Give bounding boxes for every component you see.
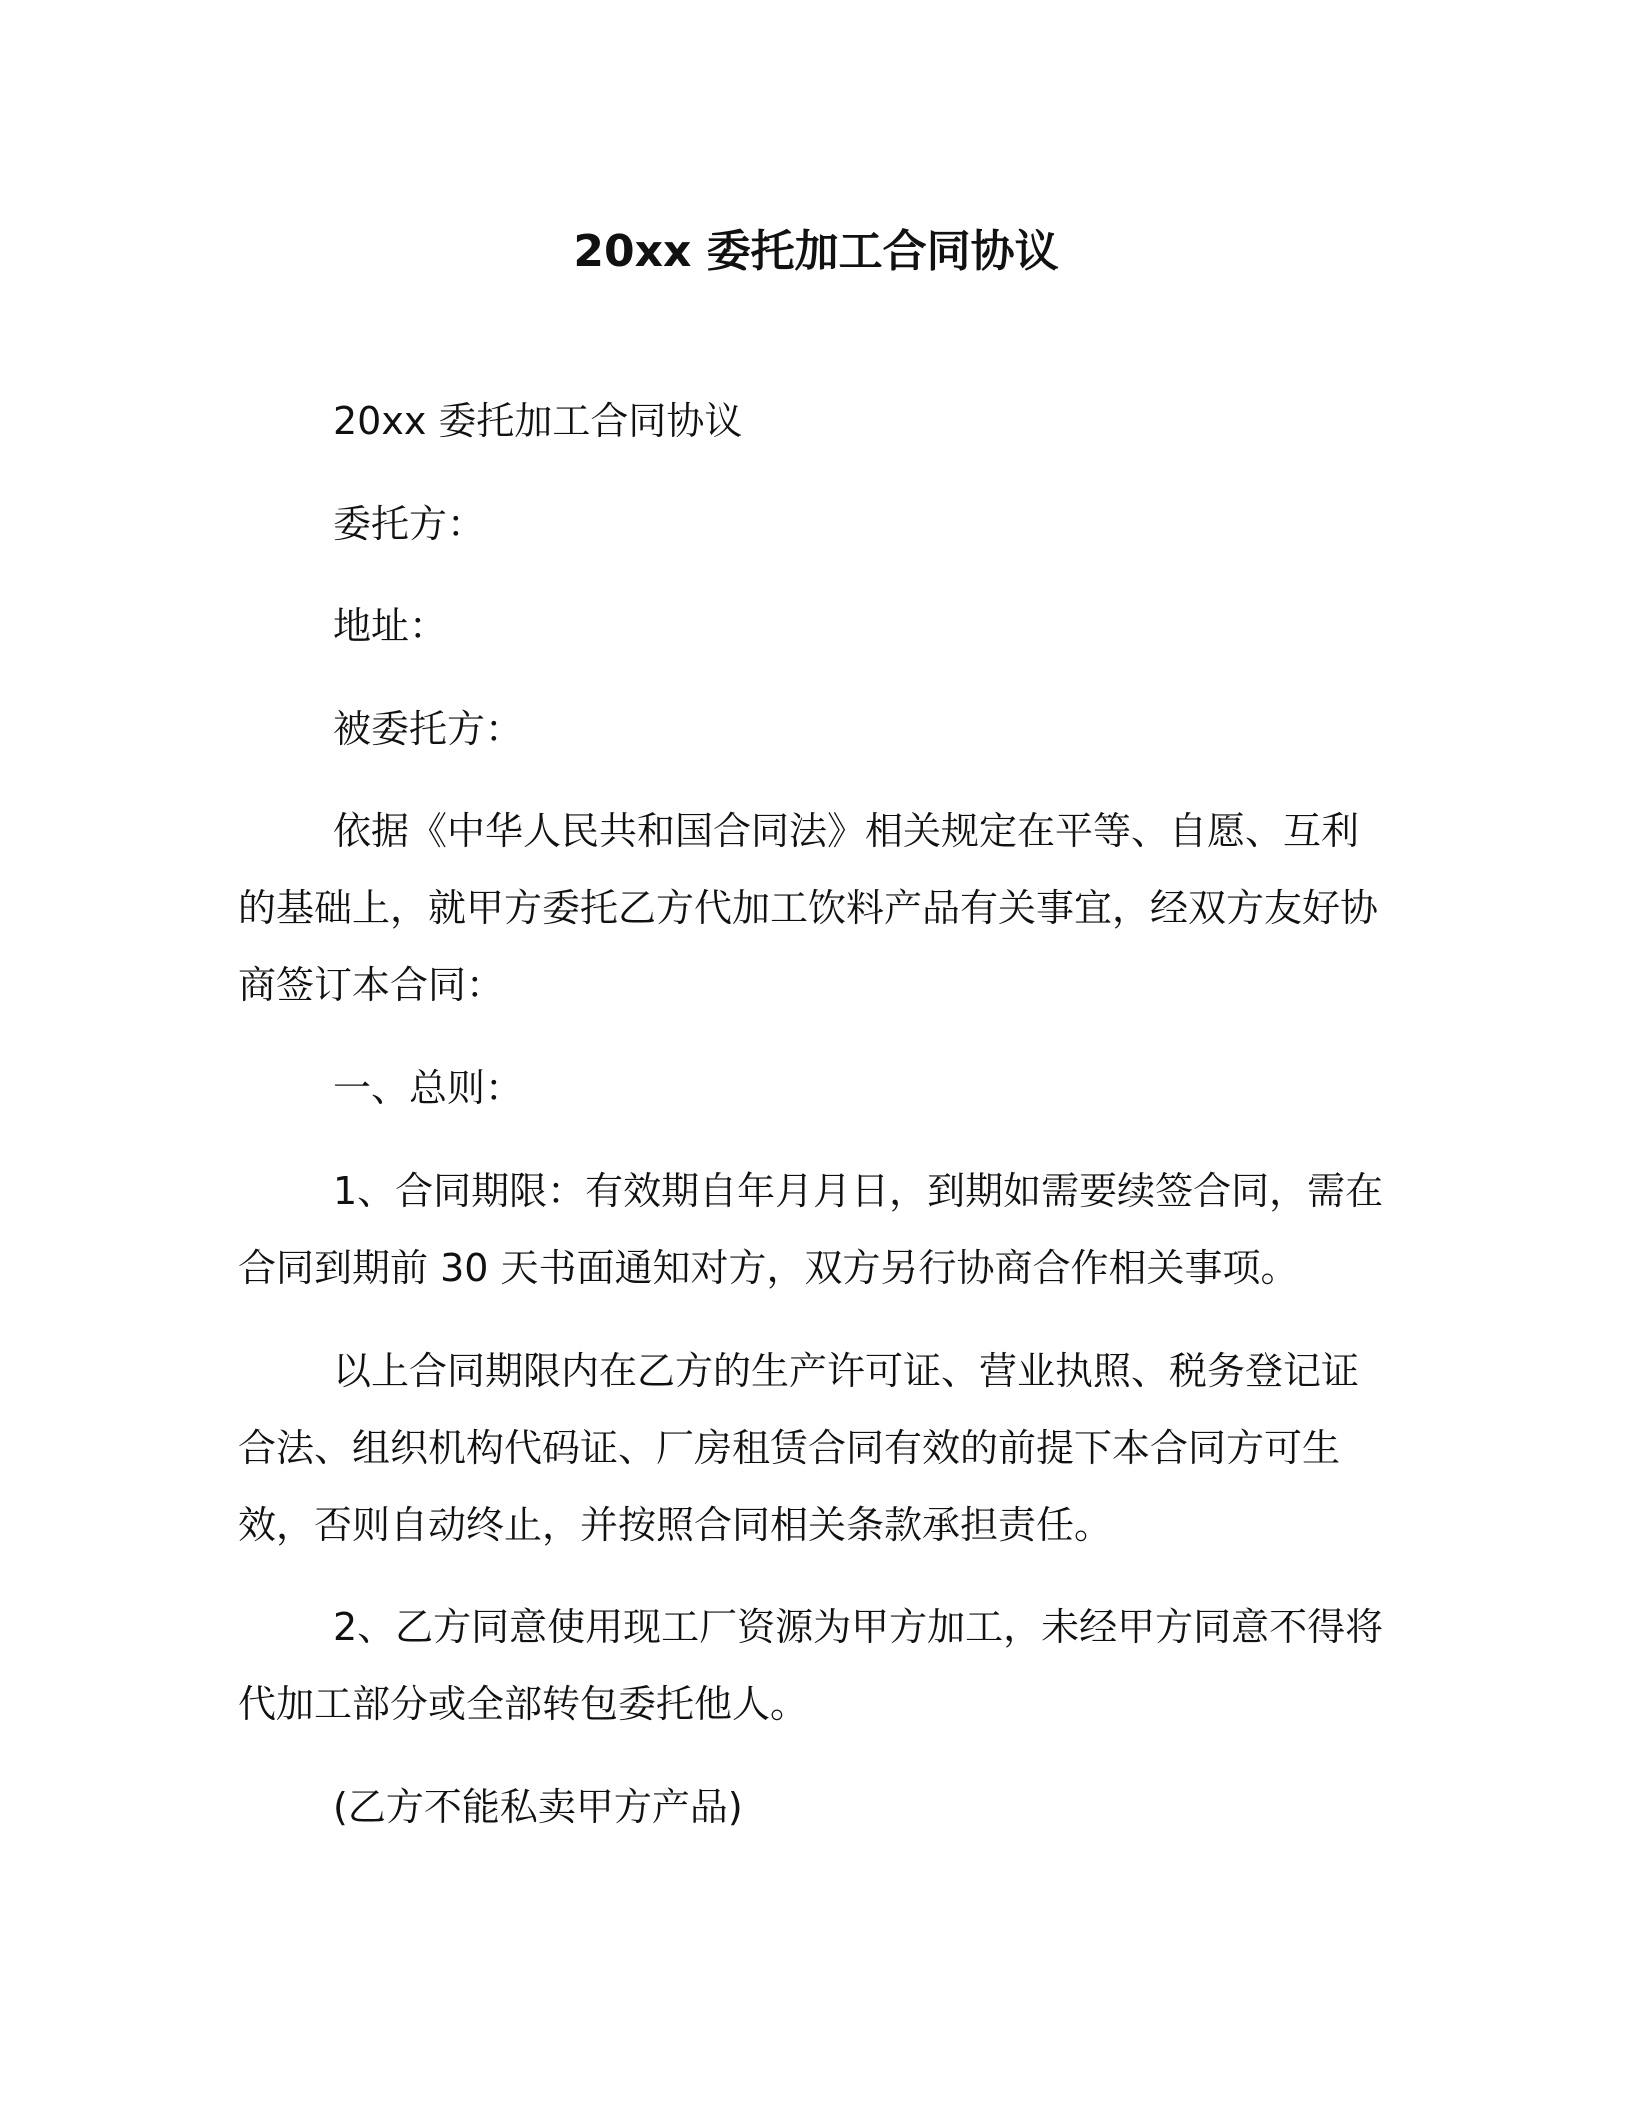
paragraph-address: 地址： bbox=[333, 604, 448, 648]
clause-1-term: 1、合同期限：有效期自年月月日，到期如需要续签合同，需在合同到期前 30 天书面通知对方，双方另行协商合作相关事项。 bbox=[238, 1169, 1384, 1290]
section-heading-general: 一、总则： bbox=[333, 1066, 524, 1110]
paragraph-heading-repeat: 20xx 委托加工合同协议 bbox=[333, 399, 743, 443]
clause-2-note: (乙方不能私卖甲方产品) bbox=[333, 1785, 743, 1829]
paragraph-client: 委托方： bbox=[333, 502, 486, 546]
clause-1-validity: 以上合同期限内在乙方的生产许可证、营业执照、税务登记证合法、组织机构代码证、厂房租赁合同有效的前提下本合同方可生效，否则自动终止，并按照合同相关条款承担责任。 bbox=[238, 1349, 1360, 1547]
paragraph-preamble: 依据《中华人民共和国合同法》相关规定在平等、自愿、互利的基础上，就甲方委托乙方代加工饮料产品有关事宜，经双方友好协商签订本合同： bbox=[238, 809, 1379, 1007]
page-title: 20xx 委托加工合同协议 bbox=[573, 226, 1059, 277]
paragraph-contractor: 被委托方： bbox=[333, 707, 524, 751]
clause-2-subcontracting: 2、乙方同意使用现工厂资源为甲方加工，未经甲方同意不得将代加工部分或全部转包委托他人。 bbox=[238, 1605, 1384, 1726]
